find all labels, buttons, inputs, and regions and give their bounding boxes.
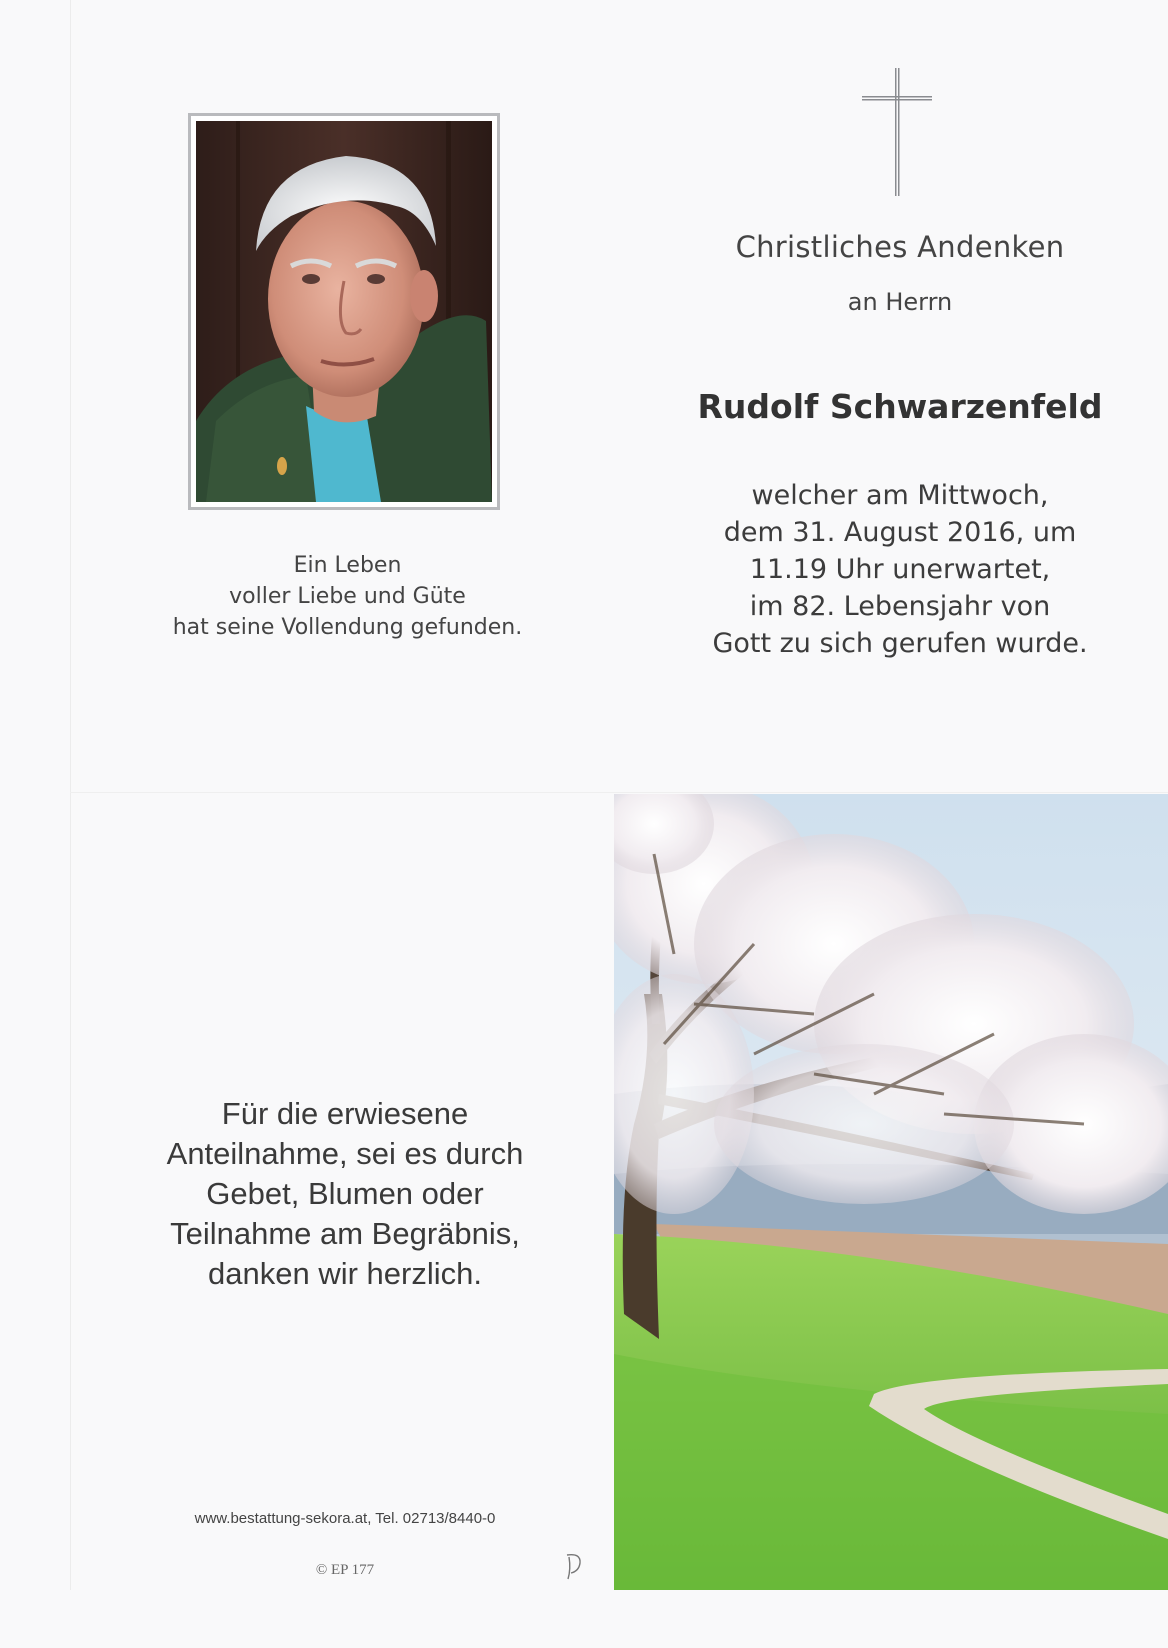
funeral-home-contact: www.bestattung-sekora.at, Tel. 02713/8440-0 bbox=[194, 1510, 496, 1527]
thanks-line: Teilnahme am Begräbnis, bbox=[170, 1216, 520, 1251]
life-quote-line: Ein Leben bbox=[293, 553, 402, 578]
death-details-line: Gott zu sich gerufen wurde. bbox=[712, 628, 1088, 659]
portrait-photo bbox=[196, 121, 492, 502]
product-code: © EP 177 bbox=[315, 1562, 375, 1578]
death-details-line: 11.19 Uhr unerwartet, bbox=[749, 554, 1051, 585]
deceased-name: Rudolf Schwarzenfeld bbox=[697, 387, 1103, 426]
card-subtitle: an Herrn bbox=[847, 288, 953, 316]
life-quote bbox=[150, 550, 545, 643]
thanks-line: Für die erwiesene bbox=[221, 1096, 469, 1131]
life-quote-line: voller Liebe und Güte bbox=[229, 584, 466, 609]
fold-line bbox=[70, 0, 71, 1590]
thanks-text bbox=[130, 1094, 560, 1294]
handwritten-mark bbox=[563, 1551, 587, 1581]
death-details-line: dem 31. August 2016, um bbox=[723, 517, 1077, 548]
thanks-line: danken wir herzlich. bbox=[208, 1256, 482, 1291]
portrait-frame bbox=[188, 113, 500, 510]
blossom-tree-image bbox=[614, 794, 1168, 1590]
death-details bbox=[680, 477, 1120, 662]
thanks-line: Gebet, Blumen oder bbox=[206, 1176, 484, 1211]
thanks-line: Anteilnahme, sei es durch bbox=[166, 1136, 524, 1171]
landscape-photo bbox=[614, 794, 1168, 1590]
panel-divider bbox=[70, 792, 1168, 793]
death-details-line: welcher am Mittwoch, bbox=[751, 480, 1049, 511]
death-details-line: im 82. Lebensjahr von bbox=[749, 591, 1051, 622]
card-title: Christliches Andenken bbox=[735, 230, 1065, 264]
cross-icon bbox=[862, 68, 932, 196]
life-quote-line: hat seine Vollendung gefunden. bbox=[172, 615, 523, 640]
